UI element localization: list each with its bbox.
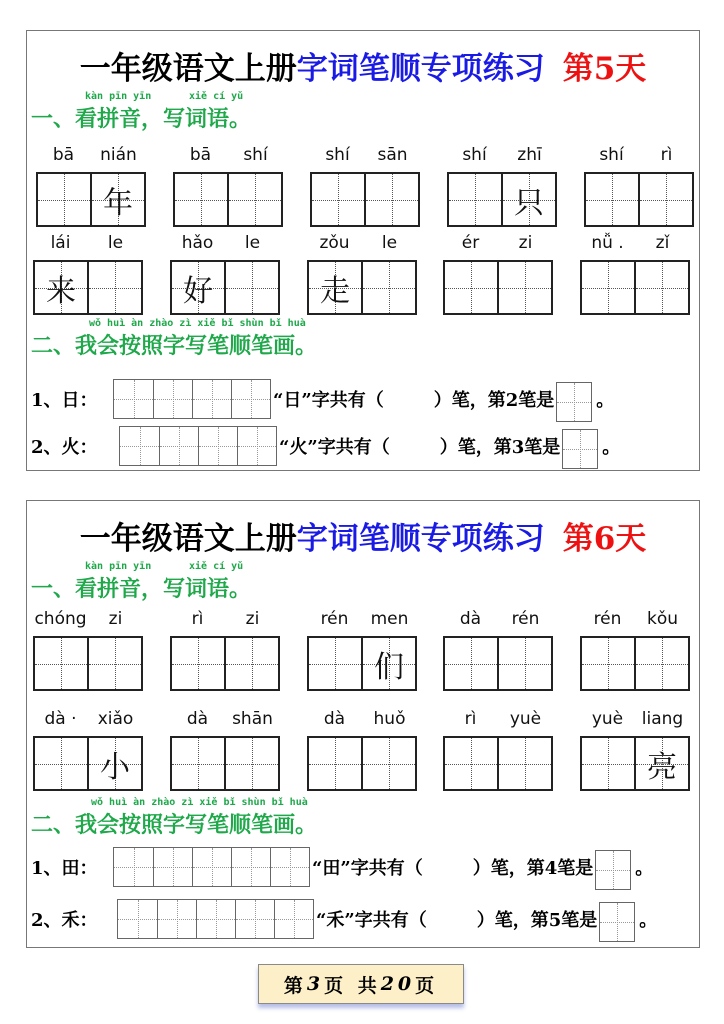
stroke-answer-box[interactable] — [599, 902, 635, 942]
stroke-order-boxes[interactable] — [113, 847, 310, 887]
total-pages: 20 — [380, 973, 416, 995]
current-page: 3 — [306, 973, 325, 995]
tianzige-grid[interactable]: 亮 — [580, 736, 690, 791]
tianzige-grid[interactable] — [443, 260, 553, 315]
tianzige-grid[interactable]: 走 — [307, 260, 417, 315]
tianzige-grid[interactable] — [170, 636, 280, 691]
page-indicator: 第 3 页 共 20 页 — [258, 964, 464, 1004]
stroke-answer-box[interactable] — [595, 850, 631, 890]
stroke-order-boxes[interactable] — [119, 426, 277, 466]
tianzige-grid[interactable] — [443, 636, 553, 691]
worksheet-day-6: 一年级语文上册字词笔顺专项练习 第6天 kàn pīn yīn xiě cí yǔ 一、看拼音，写词语。 chóng zi rì zi rén men 们 dà rén rén kǒu dà · xiǎo 小 dà shān dà huǒ rì yuè yuè liang 亮 wǒ huì àn zhào zì xiě bǐ shùn bǐ huà 二、我会按照字写笔顺笔画。 1、田： “田”字共有（ ）笔，第4笔是 。 2、禾： “禾”字共有（ ）笔，第5笔是 。 — [26, 500, 700, 948]
tianzige-grid[interactable] — [307, 736, 417, 791]
tianzige-grid[interactable] — [580, 260, 690, 315]
stroke-order-boxes[interactable] — [113, 379, 271, 419]
stroke-answer-box[interactable] — [562, 429, 598, 469]
tianzige-grid[interactable]: 只 — [447, 172, 557, 227]
tianzige-grid[interactable]: 来 — [33, 260, 143, 315]
tianzige-grid[interactable] — [443, 736, 553, 791]
day-label: 第6天 — [562, 521, 647, 557]
tianzige-grid[interactable] — [580, 636, 690, 691]
worksheet-day-5: 一年级语文上册字词笔顺专项练习 第5天 kàn pīn yīn xiě cí yǔ 一、看拼音，写词语。 bā nián 年 bā shí shí sān shí zhī 只 shí rì lái le 来 hǎo le 好 zǒu le 走 ér zi nǚ . zǐ wǒ huì àn zhào zì xiě bǐ shùn bǐ huà 二、我会按照字写笔顺笔画。 1、日： “日”字共有（ ）笔，第2笔是 。 2、火： “火”字共有（ ）笔，第3笔是 。 — [26, 30, 700, 471]
tianzige-grid[interactable] — [33, 636, 143, 691]
stroke-question: 2、禾： “禾”字共有（ ）笔，第5笔是 。 — [31, 896, 657, 942]
stroke-question: 1、日： “日”字共有（ ）笔，第2笔是 。 — [31, 376, 614, 422]
stroke-question: 2、火： “火”字共有（ ）笔，第3笔是 。 — [31, 423, 620, 469]
stroke-question: 1、田： “田”字共有（ ）笔，第4笔是 。 — [31, 844, 653, 890]
worksheet-title: 一年级语文上册字词笔顺专项练习 第5天 — [79, 51, 647, 87]
tianzige-grid[interactable] — [170, 736, 280, 791]
tianzige-grid[interactable]: 好 — [170, 260, 280, 315]
stroke-order-boxes[interactable] — [117, 899, 314, 939]
tianzige-grid[interactable] — [173, 172, 283, 227]
stroke-answer-box[interactable] — [556, 382, 592, 422]
tianzige-grid[interactable] — [310, 172, 420, 227]
tianzige-grid[interactable] — [584, 172, 694, 227]
tianzige-grid[interactable]: 们 — [307, 636, 417, 691]
worksheet-title: 一年级语文上册字词笔顺专项练习 第6天 — [79, 521, 647, 557]
tianzige-grid[interactable]: 小 — [33, 736, 143, 791]
tianzige-grid[interactable]: 年 — [36, 172, 146, 227]
day-label: 第5天 — [562, 51, 647, 87]
